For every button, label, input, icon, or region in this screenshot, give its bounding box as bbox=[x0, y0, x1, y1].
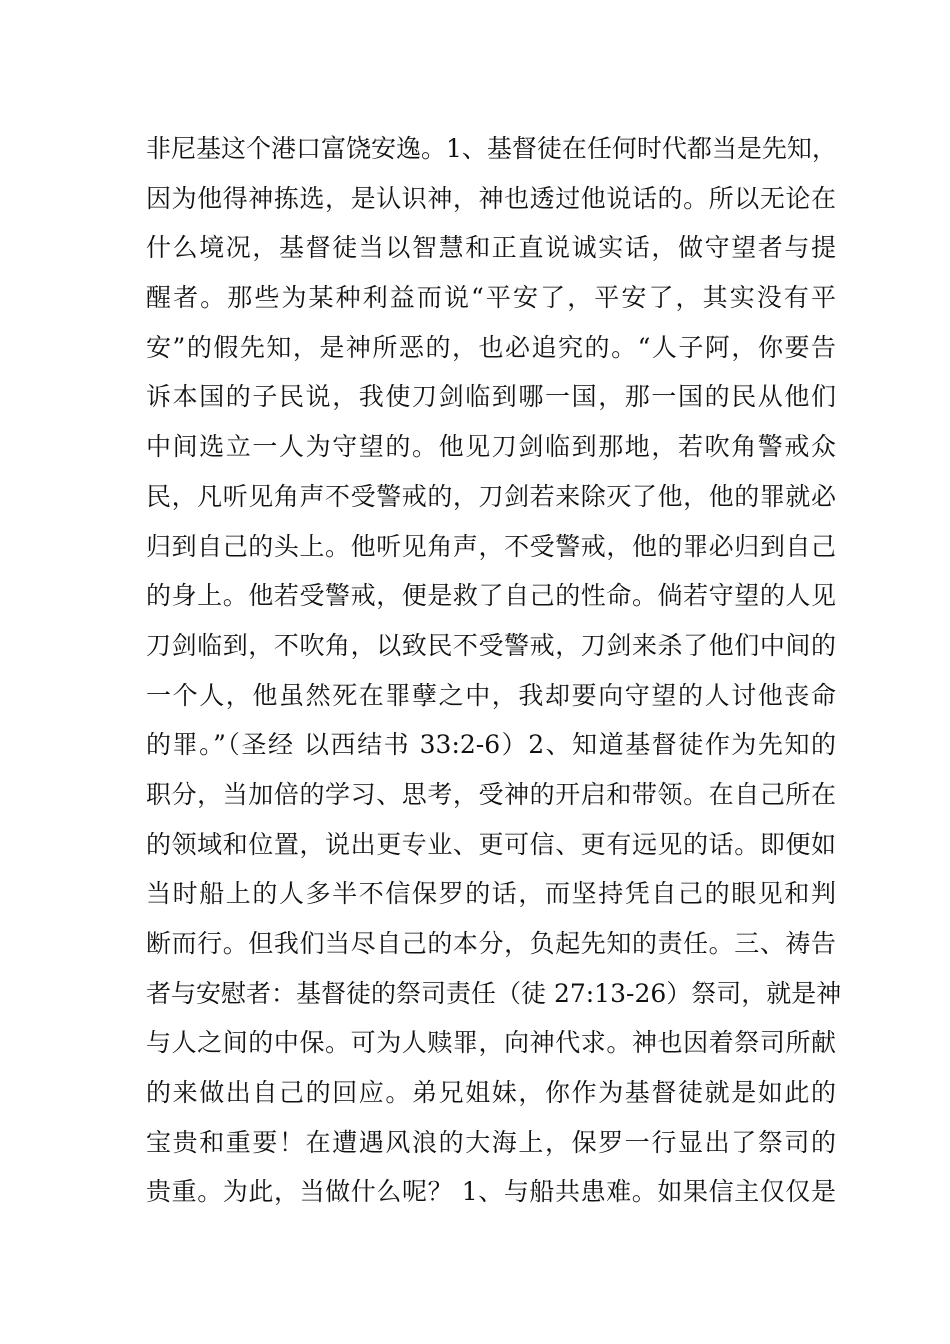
text-line: 一个人，他虽然死在罪孽之中，我却要向守望的人讨他丧命 bbox=[146, 680, 836, 710]
text-line: 断而行。但我们当尽自己的本分，负起先知的责任。三、祷告 bbox=[146, 929, 836, 958]
text-line: 安”的假先知，是神所恶的，也必追究的。“人子阿，你要告 bbox=[146, 332, 836, 362]
text-line: 非尼基这个港口富饶安逸。1、基督徒在任何时代都当是先知， bbox=[146, 134, 837, 163]
text-line: 刀剑临到，不吹角，以致民不受警戒，刀剑来杀了他们中间的 bbox=[146, 630, 836, 660]
text-line: 的罪。”（圣经 以西结书 33:2-6）2、知道基督徒作为先知的 bbox=[146, 730, 836, 760]
text-line: 的领域和位置，说出更专业、更可信、更有远见的话。即便如 bbox=[146, 829, 836, 859]
text-line: 归到自己的头上。他听见角声，不受警戒，他的罪必归到自己 bbox=[146, 531, 836, 561]
text-line: 者与安慰者：基督徒的祭司责任（徒 27:13-26）祭司，就是神 bbox=[146, 978, 842, 1008]
text-line: 醒者。那些为某种利益而说“平安了，平安了，其实没有平 bbox=[146, 283, 836, 313]
text-line: 的身上。他若受警戒，便是救了自己的性命。倘若守望的人见 bbox=[146, 581, 836, 611]
text-line: 因为他得神拣选，是认识神，神也透过他说话的。所以无论在 bbox=[146, 183, 836, 213]
text-line: 当时船上的人多半不信保罗的话，而坚持凭自己的眼见和判 bbox=[146, 879, 836, 909]
text-line: 宝贵和重要！在遭遇风浪的大海上，保罗一行显出了祭司的 bbox=[146, 1127, 836, 1157]
text-line: 职分，当加倍的学习、思考，受神的开启和带领。在自己所在 bbox=[146, 779, 836, 809]
text-line: 贵重。为此，当做什么呢？ 1、与船共患难。如果信主仅仅是 bbox=[146, 1177, 836, 1207]
text-line: 民，凡听见角声不受警戒的，刀剑若来除灭了他，他的罪就必 bbox=[146, 481, 836, 511]
text-line: 什么境况，基督徒当以智慧和正直说诚实话，做守望者与提 bbox=[146, 233, 836, 263]
text-line: 的来做出自己的回应。弟兄姐妹，你作为基督徒就是如此的 bbox=[146, 1078, 836, 1108]
body-paragraph bbox=[146, 124, 842, 1217]
text-line: 诉本国的子民说，我使刀剑临到哪一国，那一国的民从他们 bbox=[146, 382, 836, 412]
text-line: 与人之间的中保。可为人赎罪，向神代求。神也因着祭司所献 bbox=[146, 1028, 836, 1058]
text-line: 中间选立一人为守望的。他见刀剑临到那地，若吹角警戒众 bbox=[146, 432, 836, 462]
